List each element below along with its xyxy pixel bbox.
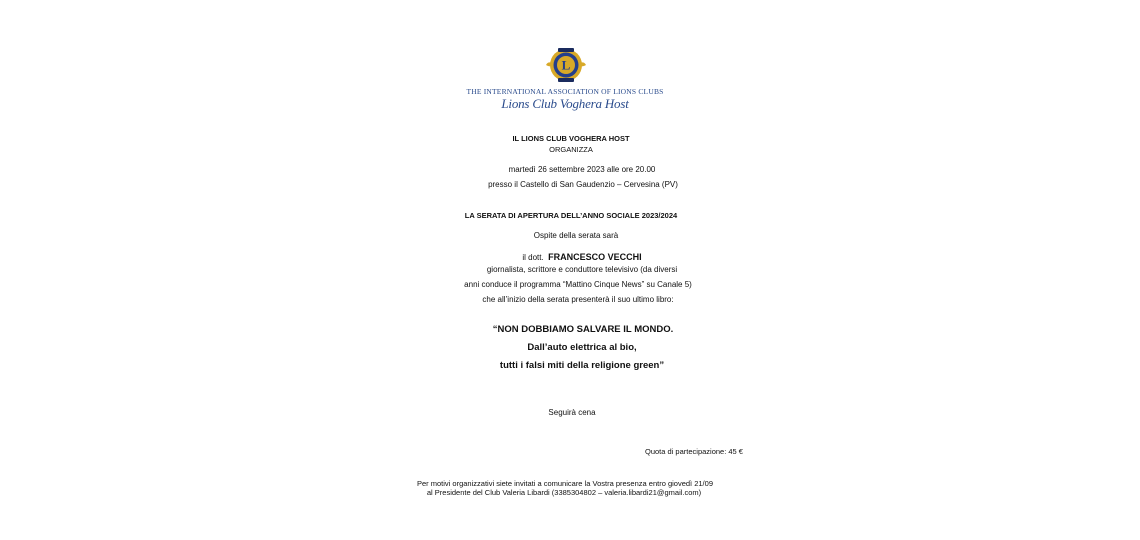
event-location: presso il Castello di San Gaudenzio – Cervesina (PV) [488,180,678,189]
rsvp-line-2: al Presidente del Club Valeria Libardi (3385304802 – valeria.libardi21@gmail.com) [426,488,702,497]
logo-bottom-band [558,78,574,82]
book-title-3: tutti i falsi miti della religione green” [499,360,665,371]
guest-prefix: il dott. [522,253,544,262]
lions-club-logo [546,43,586,87]
logo-top-band [558,48,574,52]
club-name-script: Lions Club Voghera Host [501,96,629,111]
guest-intro: Ospite della serata sarà [533,231,619,240]
organizes-label: ORGANIZZA [549,145,593,154]
participation-fee: Quota di partecipazione: 45 € [645,447,743,456]
rsvp-line-1: Per motivi organizzativi siete invitati a comunicare la Vostra presenza entro giovedì 21/09 [417,479,713,488]
guest-name: FRANCESCO VECCHI [548,252,642,262]
guest-description-2: anni conduce il programma “Mattino Cinque News” su Canale 5) [464,280,692,289]
book-title-1: “NON DOBBIAMO SALVARE IL MONDO. [492,324,674,335]
event-date: martedì 26 settembre 2023 alle ore 20.00 [508,165,656,174]
event-title: LA SERATA DI APERTURA DELL’ANNO SOCIALE 2023/2024 [464,211,678,220]
organizer-line: IL LIONS CLUB VOGHERA HOST [512,134,630,143]
guest-line [522,247,641,265]
guest-description-3: che all’inizio della serata presenterà il suo ultimo libro: [482,295,674,304]
association-name: THE INTERNATIONAL ASSOCIATION OF LIONS CLUBS [466,87,664,96]
logo-letter: L [561,57,571,73]
book-title-2: Dall’auto elettrica al bio, [527,342,637,353]
guest-description-1: giornalista, scrittore e conduttore televisivo (da diversi [486,265,678,274]
dinner-note: Seguirà cena [548,408,596,417]
